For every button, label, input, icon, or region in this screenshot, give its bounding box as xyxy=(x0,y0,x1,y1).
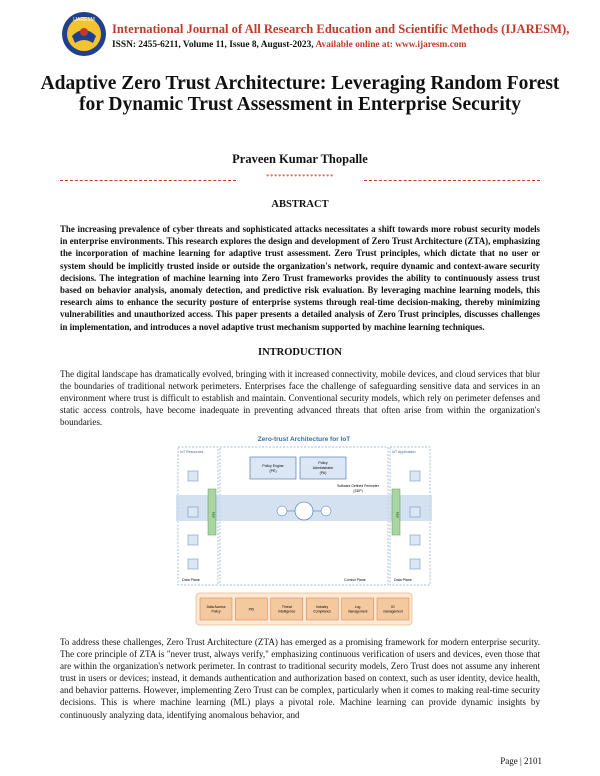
sdp-line1: Software Defined Perimeter xyxy=(337,484,379,488)
available-online-link[interactable]: Available online at: www.ijaresm.com xyxy=(315,40,467,50)
journal-title: International Journal of All Research Education and Scientific Methods (IJARESM), xyxy=(112,22,570,36)
service-box-label: management xyxy=(347,609,368,614)
intro-paragraph-2: To address these challenges, Zero Trust Architecture (ZTA) has emerged as a promising framework for modern enterprise security. The core principle of ZTA is "never trust, always verify," emphasizing continuous verification of users and devices, even those that are within the organization's network perimeter. In contrast to traditional security models, Zero Trust does not assume any inherent trust in users or devices; instead, it demands authentication and authorization based on context, such as user identity, device health, and behavior patterns. However, implementing Zero Trust can be complex, particularly when it comes to making real-time security decisions. This is where machine learning (ML) plays a pivotal role. Machine learning can provide dynamic insights by continuously analyzing data, identifying anomalous behavior, and xyxy=(60,637,540,720)
iot-application-label: IoT Application xyxy=(392,450,416,454)
logo-text: IJARESM xyxy=(73,17,95,23)
device-node-icon xyxy=(321,506,331,516)
snowflake-app-icon xyxy=(410,535,420,545)
sensor-icon xyxy=(188,507,198,517)
pep-right-label: PEP xyxy=(395,511,399,519)
policy-engine-line2: (PE) xyxy=(269,469,277,473)
factory-app-icon xyxy=(410,559,420,569)
service-box-label: Intelligence xyxy=(278,609,296,614)
cloud-device-icon xyxy=(188,535,198,545)
sdp-line2: (SDP) xyxy=(353,489,363,493)
device-node-icon xyxy=(277,506,287,516)
zero-trust-iot-figure xyxy=(176,431,432,627)
policy-admin-line2: Administrator xyxy=(312,466,334,470)
service-box-label: PKI xyxy=(248,607,255,612)
robot-arm-icon xyxy=(188,471,198,481)
central-gateway-icon xyxy=(295,502,313,520)
data-plane-left-label: Data Plane xyxy=(182,578,200,582)
iot-resources-label: IoT Resources xyxy=(180,450,204,454)
figure-title: Zero-trust Architecture for IoT xyxy=(257,436,351,443)
service-box-label: Threat xyxy=(281,604,292,609)
control-plane-label: Control Plane xyxy=(344,578,366,582)
divider-stars: ***************** xyxy=(266,173,334,181)
intro-paragraph-1: The digital landscape has dramatically evolved, bringing with it increased connectivity, mobile devices, and cloud services that blur the boundaries of traditional network perimeters. Enterprises face the challenge of safeguarding sensitive data and services in an environment where trust is difficult to establish and maintain. Conventional security models, which rely on perimeter defenses and static access controls, have become inadequate in preventing advanced threats that often arise from within the organization's boundaries. xyxy=(60,369,540,428)
policy-engine-line1: Policy Engine xyxy=(262,464,284,468)
journal-logo xyxy=(60,10,108,58)
issn-line xyxy=(112,40,466,50)
issn-text: ISSN: 2455-6211, Volume 11, Issue 8, August-2023, xyxy=(112,40,314,50)
author-name: Praveen Kumar Thopalle xyxy=(232,152,368,166)
service-box-label: Log xyxy=(354,604,361,609)
abstract-heading: ABSTRACT xyxy=(271,199,329,210)
pep-left-label: PEP xyxy=(211,511,215,519)
data-plane-right-label: Data Plane xyxy=(394,578,412,582)
paper-title: Adaptive Zero Trust Architecture: Leveraging Random Forest for Dynamic Trust Assessment in Enterprise Security xyxy=(40,73,560,115)
policy-admin-line3: (PA) xyxy=(319,471,327,475)
service-box-label: ID xyxy=(391,604,395,609)
abstract-text: The increasing prevalence of cyber threats and sophisticated attacks necessitates a shift towards more robust security models in enterprise environments. This research explores the design and development of Zero Trust Architecture (ZTA), emphasizing the incorporation of machine learning for adaptive trust assessment. Zero Trust principles, which dictate that no user or system should be implicitly trusted inside or outside the organization's network, require dynamic and context-aware security decisions. The integration of machine learning into Zero Trust frameworks provides the ability to continuously assess trust based on behavior analysis, anomaly detection, and predictive risk evaluation. By leveraging machine learning models, this research aims to enhance the security posture of enterprise systems through real-time decision-making, thereby minimizing vulnerabilities and unauthorized access. This paper presents a detailed analysis of Zero Trust principles, discusses challenges in implementation, and introduces a novel adaptive trust mechanism supported by machine learning techniques. xyxy=(60,224,540,332)
service-box-label: Policy xyxy=(211,609,221,614)
service-box-label: Compliance xyxy=(313,609,332,614)
introduction-heading: INTRODUCTION xyxy=(257,347,342,358)
policy-admin-line1: Policy xyxy=(318,461,328,465)
camera-icon xyxy=(188,559,198,569)
service-box-label: management xyxy=(383,609,403,614)
policy-engine-box xyxy=(250,457,296,479)
section-divider xyxy=(60,173,540,184)
service-box-label: Data Access xyxy=(206,604,226,609)
truck-app-icon xyxy=(410,507,420,517)
page-number: Page | 2101 xyxy=(500,756,542,766)
service-box-label: Industry xyxy=(316,604,329,609)
heart-app-icon xyxy=(410,471,420,481)
